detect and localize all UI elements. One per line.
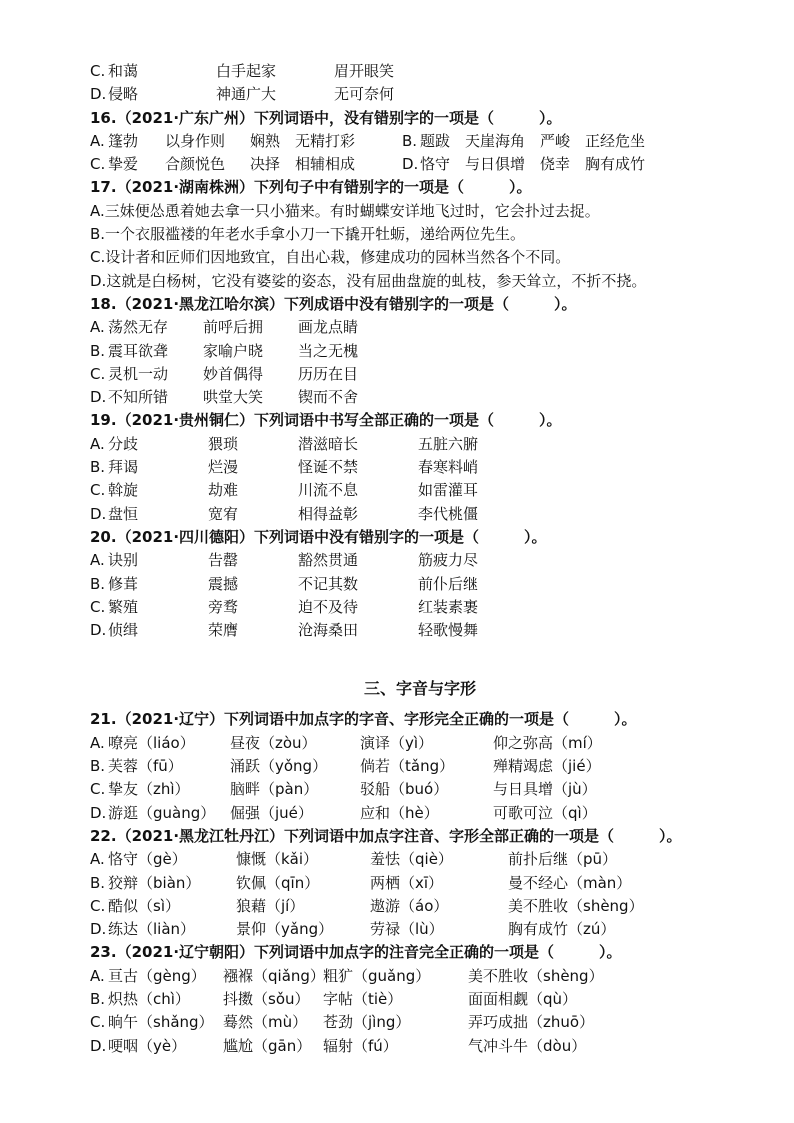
- option-item: 劫难: [208, 481, 239, 500]
- option-item: 恪守（gè）: [108, 850, 187, 869]
- option-item: 抖擞（sǒu）: [223, 989, 310, 1008]
- option-label: D.: [90, 803, 107, 822]
- option-item: 胸有成竹: [585, 155, 646, 174]
- option-item: 无精打彩: [295, 131, 356, 150]
- option-item: 家喻户晓: [203, 341, 264, 360]
- option-row: [90, 130, 750, 153]
- option-item: 合颜悦色: [165, 155, 226, 174]
- option-row: [90, 83, 750, 106]
- option-item: 粗犷（guǎng）: [323, 966, 431, 985]
- option-label: B.: [90, 574, 106, 593]
- option-item: 怪诞不禁: [298, 458, 359, 477]
- option-item: 迫不及待: [298, 597, 359, 616]
- option-label: C.: [90, 62, 106, 80]
- option-item: 侵略: [108, 85, 139, 104]
- option-label: D.: [90, 388, 107, 407]
- option-item: 修葺: [108, 574, 139, 593]
- option-row: [90, 433, 750, 456]
- option-item: 可歌可泣（qì）: [493, 803, 597, 822]
- option-item: 驳船（buó）: [360, 780, 449, 799]
- option-item: 灵机一动: [108, 364, 169, 383]
- option-item: 遨游（áo）: [370, 896, 449, 915]
- option-item: 酷似（sì）: [108, 896, 180, 915]
- option-row: [90, 965, 750, 988]
- option-row: [90, 153, 750, 176]
- option-sentence: C.设计者和匠师们因地致宜，自出心栽，修建成功的园林当然各个不同。: [90, 248, 571, 267]
- option-item: 不知所错: [108, 388, 169, 407]
- option-label: D.: [90, 920, 107, 939]
- option-item: 慷慨（kǎi）: [236, 850, 319, 869]
- option-item: 轻歌慢舞: [418, 621, 479, 640]
- question-stem: 16.（2021·广东广州）下列词语中，没有错别字的一项是（ ）。: [90, 108, 562, 127]
- option-item: 川流不息: [298, 481, 359, 500]
- option-row: [90, 479, 750, 502]
- option-row: [90, 456, 750, 479]
- option-item: 两栖（xī）: [370, 873, 444, 892]
- option-item: 妙首偶得: [203, 364, 264, 383]
- option-item: 亘古（gèng）: [108, 966, 206, 985]
- option-label: A.: [90, 434, 105, 453]
- option-label: A.: [90, 131, 105, 150]
- option-label: D.: [90, 504, 107, 523]
- option-row: [90, 988, 750, 1011]
- option-item: 篷勃: [108, 131, 139, 150]
- option-row: [90, 1011, 750, 1034]
- option-item: 美不胜收（shèng）: [468, 966, 604, 985]
- option-label: A.: [90, 966, 105, 985]
- option-item: 正经危坐: [585, 131, 646, 150]
- option-label: D.: [90, 621, 107, 640]
- option-item: 娴熟: [250, 131, 281, 150]
- option-row: [90, 1035, 750, 1058]
- option-item: 胸有成竹（zú）: [508, 920, 616, 939]
- option-label: A.: [90, 318, 105, 337]
- option-label: C.: [90, 780, 106, 799]
- option-row: [90, 363, 750, 386]
- option-label: A.: [90, 733, 105, 752]
- option-item: 面面相觑（qù）: [468, 989, 578, 1008]
- option-item: 与日具增（jù）: [493, 780, 597, 799]
- option-item: 五脏六腑: [418, 434, 479, 453]
- option-item: 侦缉: [108, 621, 139, 640]
- option-sentence: D.这就是白杨树，它没有婆娑的姿态，没有屈曲盘旋的虬枝，参天耸立，不折不挠。: [90, 271, 647, 290]
- option-label: D.: [90, 85, 107, 104]
- option-row: [90, 895, 750, 918]
- option-item: 恪守: [420, 155, 451, 174]
- option-label: B.: [90, 458, 106, 477]
- option-item: 锲而不舍: [298, 388, 359, 407]
- option-item: 拜谒: [108, 458, 139, 477]
- option-item: 襁褓（qiǎng）: [223, 966, 325, 985]
- option-item: 盘恒: [108, 504, 139, 523]
- option-row: [90, 848, 750, 871]
- option-item: 哽咽（yè）: [108, 1036, 187, 1055]
- option-item: 荡然无存: [108, 318, 169, 337]
- option-item: 无可奈何: [334, 85, 395, 104]
- option-row: [90, 755, 750, 778]
- option-item: 曼不经心（màn）: [508, 873, 632, 892]
- option-item: 相辅相成: [295, 155, 356, 174]
- option-item: 春寒料峭: [418, 458, 479, 477]
- section-title: 三、字音与字形: [363, 679, 476, 699]
- option-item: 美不胜收（shèng）: [508, 896, 644, 915]
- option-item: 挚友（zhì）: [108, 780, 190, 799]
- option-item: 劳禄（lù）: [370, 920, 444, 939]
- option-item: 震撼: [208, 574, 239, 593]
- option-label: C.: [90, 896, 106, 915]
- option-row: [90, 872, 750, 895]
- option-item: 如雷灌耳: [418, 481, 479, 500]
- option-label: D.: [402, 155, 419, 174]
- option-item: 潜滋暗长: [298, 434, 359, 453]
- option-item: 历历在目: [298, 364, 359, 383]
- option-item: 神通广大: [216, 85, 277, 104]
- option-item: 旁骛: [208, 597, 239, 616]
- option-item: 涌跃（yǒng）: [230, 757, 328, 776]
- option-label: B.: [90, 341, 106, 360]
- option-item: 挚爱: [108, 155, 139, 174]
- option-item: 不记其数: [298, 574, 359, 593]
- option-label: B.: [90, 989, 106, 1008]
- option-row: [90, 918, 750, 941]
- option-item: 筋疲力尽: [418, 551, 479, 570]
- question-stem: 22.（2021·黑龙江牡丹江）下列词语中加点字注音、字形全部正确的一项是（ ）。: [90, 826, 682, 845]
- option-item: 弄巧成拙（zhuō）: [468, 1013, 595, 1032]
- option-item: 仰之弥高（mí）: [493, 733, 602, 752]
- option-item: 题跋: [420, 131, 451, 150]
- option-label: C.: [90, 597, 106, 616]
- option-item: 狡辩（biàn）: [108, 873, 201, 892]
- option-item: 侥幸: [540, 155, 571, 174]
- option-item: 游逛（guàng）: [108, 803, 216, 822]
- option-label: C.: [90, 155, 106, 174]
- option-item: 气冲斗牛（dòu）: [468, 1036, 587, 1055]
- option-item: 应和（hè）: [360, 803, 439, 822]
- option-item: 蓦然（mù）: [223, 1013, 308, 1032]
- question-stem: 20.（2021·四川德阳）下列词语中没有错别字的一项是（ ）。: [90, 527, 547, 546]
- option-item: 宽宥: [208, 504, 239, 523]
- option-item: 前仆后继: [418, 574, 479, 593]
- option-item: 李代桃僵: [418, 504, 479, 523]
- option-item: 嘹亮（liáo）: [108, 733, 195, 752]
- option-item: 繁殖: [108, 597, 139, 616]
- option-label: B.: [402, 131, 418, 150]
- option-item: 羞怯（qiè）: [370, 850, 453, 869]
- option-item: 画龙点睛: [298, 318, 359, 337]
- option-item: 当之无槐: [298, 341, 359, 360]
- question-stem: 21.（2021·辽宁）下列词语中加点字的字音、字形完全正确的一项是（ ）。: [90, 710, 637, 729]
- option-row: [90, 316, 750, 339]
- option-label: B.: [90, 757, 106, 776]
- option-item: 脑畔（pàn）: [230, 780, 319, 799]
- option-item: 前呼后拥: [203, 318, 264, 337]
- option-label: C.: [90, 1013, 106, 1032]
- question-stem: 19.（2021·贵州铜仁）下列词语中书写全部正确的一项是（ ）。: [90, 411, 562, 430]
- option-item: 震耳欲聋: [108, 341, 169, 360]
- option-item: 烂漫: [208, 458, 239, 477]
- option-label: D.: [90, 1036, 107, 1055]
- option-item: 演译（yì）: [360, 733, 434, 752]
- option-item: 尴尬（gān）: [223, 1036, 312, 1055]
- option-item: 哄堂大笑: [203, 388, 264, 407]
- option-item: 字帖（tiè）: [323, 989, 403, 1008]
- option-item: 狼藉（jí）: [236, 896, 305, 915]
- option-row: [90, 503, 750, 526]
- option-item: 分歧: [108, 434, 139, 453]
- option-row: [90, 60, 750, 83]
- option-row: [90, 573, 750, 596]
- option-item: 白手起家: [216, 62, 277, 80]
- option-item: 倔强（jué）: [230, 803, 313, 822]
- option-item: 芙蓉（fū）: [108, 757, 183, 776]
- option-item: 眉开眼笑: [334, 62, 395, 80]
- option-item: 倘若（tǎng）: [360, 757, 455, 776]
- worksheet-page: [90, 60, 750, 1058]
- option-row: [90, 340, 750, 363]
- option-item: 和蔼: [108, 62, 139, 80]
- option-label: C.: [90, 481, 106, 500]
- option-item: 钦佩（qīn）: [236, 873, 320, 892]
- option-item: 红装素裹: [418, 597, 479, 616]
- option-row: [90, 596, 750, 619]
- option-item: 诀别: [108, 551, 139, 570]
- option-row: [90, 549, 750, 572]
- option-item: 决择: [250, 155, 281, 174]
- option-item: 昼夜（zòu）: [230, 733, 317, 752]
- option-item: 豁然贯通: [298, 551, 359, 570]
- question-stem: 23.（2021·辽宁朝阳）下列词语中加点字的注音完全正确的一项是（ ）。: [90, 943, 622, 962]
- option-item: 练达（liàn）: [108, 920, 196, 939]
- option-item: 相得益彰: [298, 504, 359, 523]
- option-item: 猥琐: [208, 434, 239, 453]
- option-item: 斡旋: [108, 481, 139, 500]
- option-item: 以身作则: [165, 131, 226, 150]
- option-row: [90, 802, 750, 825]
- option-sentence: A.三妹便怂恿着她去拿一只小猫来。有时蝴蝶安详地飞过时，它会扑过去捉。: [90, 201, 600, 220]
- question-stem: 18.（2021·黑龙江哈尔滨）下列成语中没有错别字的一项是（ ）。: [90, 294, 577, 313]
- option-label: C.: [90, 364, 106, 383]
- option-item: 景仰（yǎng）: [236, 920, 334, 939]
- option-item: 严峻: [540, 131, 571, 150]
- option-item: 辐射（fú）: [323, 1036, 398, 1055]
- option-sentence: B.一个衣服褴褛的年老水手拿小刀一下撬开牡蛎，递给两位先生。: [90, 225, 526, 244]
- option-item: 炽热（chì）: [108, 989, 190, 1008]
- option-item: 苍劲（jìng）: [323, 1013, 411, 1032]
- option-row: [90, 732, 750, 755]
- option-item: 殚精竭虑（jié）: [493, 757, 601, 776]
- option-item: 荣膺: [208, 621, 239, 640]
- option-row: [90, 778, 750, 801]
- option-item: 沧海桑田: [298, 621, 359, 640]
- option-item: 告罄: [208, 551, 239, 570]
- option-label: A.: [90, 850, 105, 869]
- question-stem: 17.（2021·湖南株洲）下列句子中有错别字的一项是（ ）。: [90, 178, 532, 197]
- option-item: 前扑后继（pū）: [508, 850, 618, 869]
- option-row: [90, 619, 750, 642]
- option-label: B.: [90, 873, 106, 892]
- option-item: 晌午（shǎng）: [108, 1013, 214, 1032]
- option-row: [90, 386, 750, 409]
- option-item: 与日俱增: [465, 155, 526, 174]
- option-label: A.: [90, 551, 105, 570]
- option-item: 天崖海角: [465, 131, 526, 150]
